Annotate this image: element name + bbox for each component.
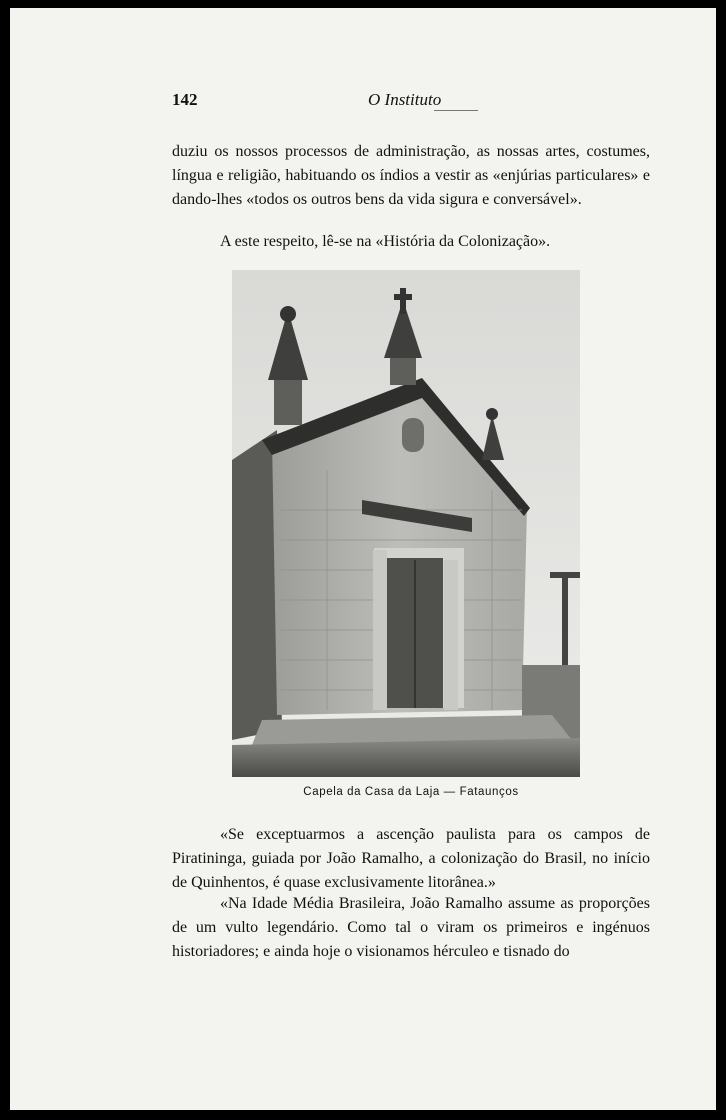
paragraph-2: A este respeito, lê-se na «História da Colonização». — [220, 233, 551, 250]
running-title: O Instituto — [368, 90, 442, 109]
chapel-photograph — [232, 270, 580, 777]
header-rule — [434, 110, 478, 111]
paragraph-4: «Na Idade Média Brasileira, João Ramalho assume as proporções de um vulto legendário. Como tal o viram os primeiros e ingénuos historiadores; e ainda hoje o visionamos hérculeo e tisnado do — [172, 895, 650, 960]
page-number: 142 — [172, 90, 198, 109]
figure-caption: Capela da Casa da Laja — Fataunços — [303, 786, 519, 798]
book-page — [10, 8, 716, 1110]
paragraph-3: «Se exceptuarmos a ascenção paulista para os campos de Piratininga, guiada por João Ramalho, a colonização do Brasil, no início de Quinhentos, é quase exclusivamente litorânea.» — [172, 826, 650, 891]
paragraph-1: duziu os nossos processos de administração, as nossas artes, costumes, língua e religião, habituando os índios a vestir as «enjúrias particulares» e dando-lhes «todos os outros bens da vida sigura e conversável». — [172, 143, 650, 208]
